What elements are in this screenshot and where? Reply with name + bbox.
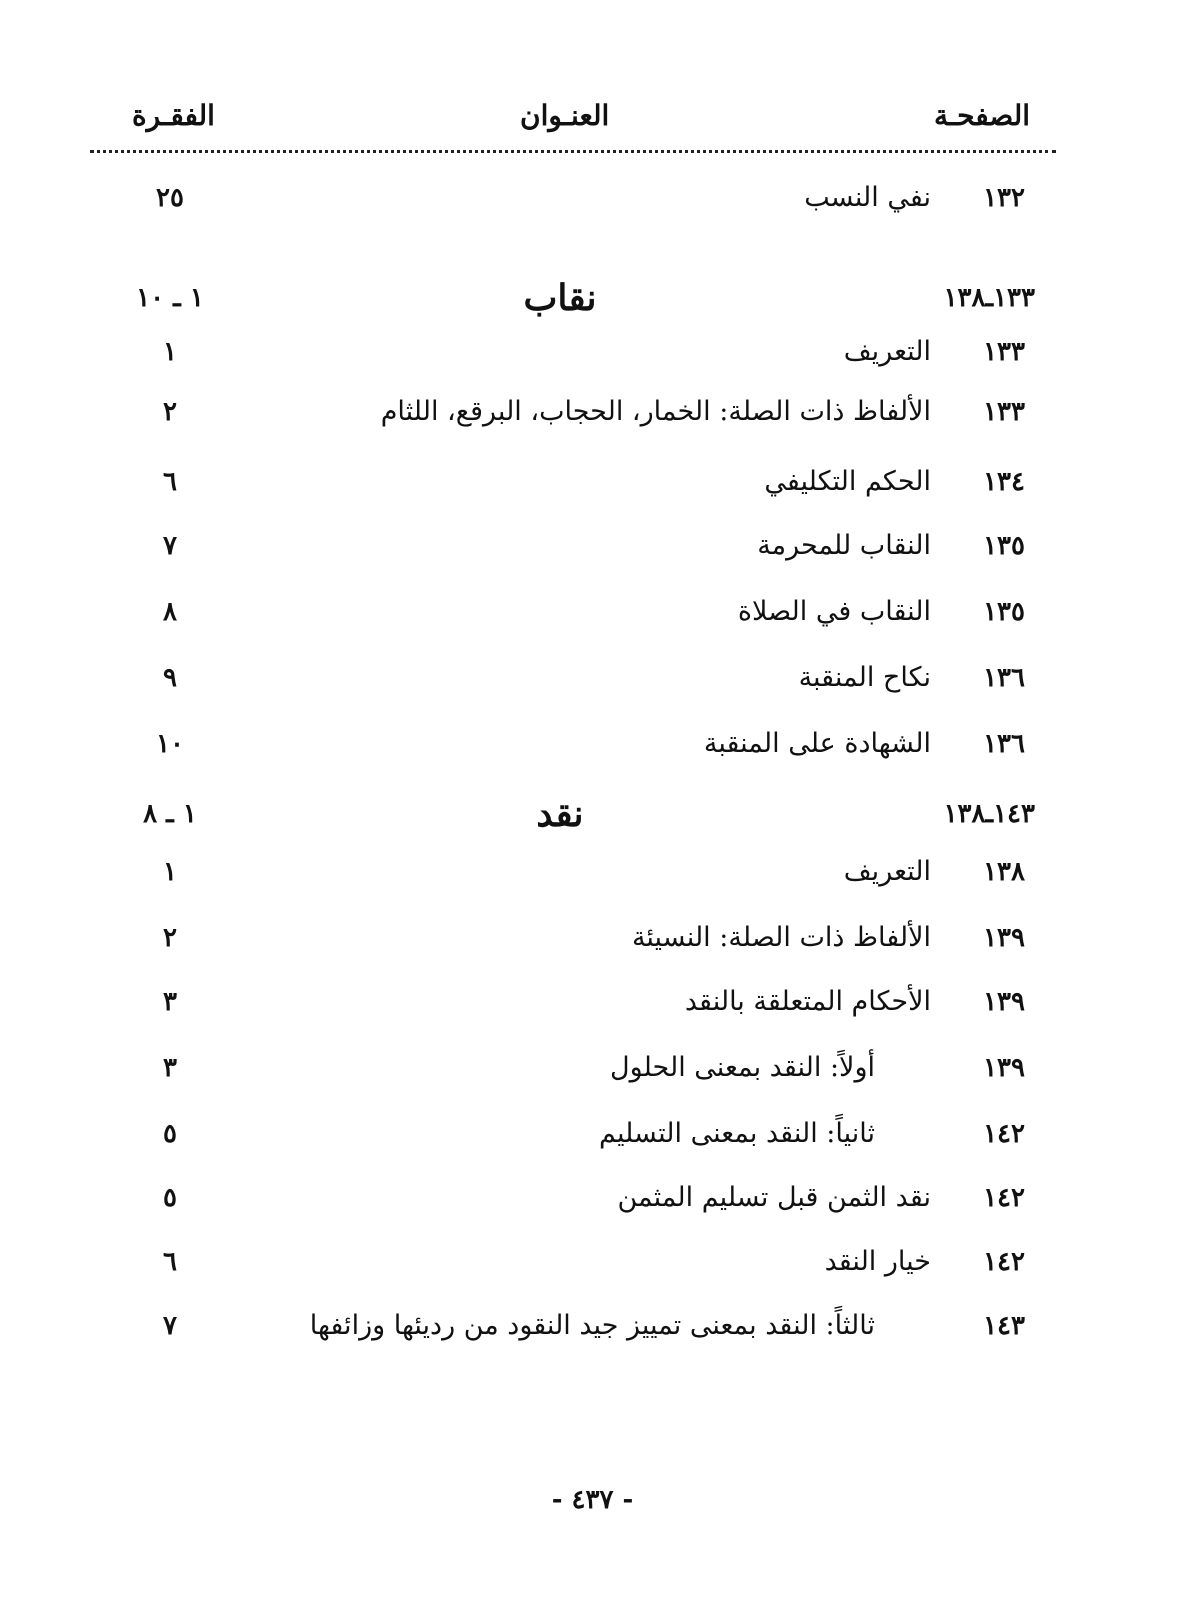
entry-title: خيار النقد [824,1246,931,1277]
table-row [0,1112,1185,1156]
entry-paragraph-number: ١ [163,337,177,367]
entry-title: نفي النسب [804,182,931,213]
entry-page-number: ١٤٣ [983,1311,1025,1341]
entry-title: النقاب في الصلاة [737,596,931,627]
table-row [0,524,1185,568]
table-row [0,330,1185,374]
table-row [0,176,1185,220]
table-row [0,1176,1185,1220]
header-paragraph-label: الفقـرة [132,99,215,132]
table-row [0,722,1185,766]
entry-title: الألفاظ ذات الصلة: الخمار، الحجاب، البرقع، اللثام [380,396,931,427]
table-row [0,1304,1185,1348]
section-title: نقد [536,793,584,835]
entry-paragraph-number: ١ ـ ٨ [143,799,197,829]
entry-page-number: ١٤٢ [983,1119,1025,1149]
entry-page-number: ١٣٥ [983,597,1025,627]
entry-paragraph-number: ٢ [163,397,177,427]
entry-page-number: ١٤٣ـ١٣٨ [943,799,1035,829]
entry-paragraph-number: ٥ [163,1183,177,1213]
table-row [0,460,1185,504]
entry-paragraph-number: ٢ [163,923,177,953]
entry-paragraph-number: ١ [163,857,177,887]
entry-paragraph-number: ٢٥ [156,183,184,213]
entry-paragraph-number: ٨ [163,597,177,627]
entry-page-number: ١٣٣ [983,337,1025,367]
entry-title: ثانياً: النقد بمعنى التسليم [599,1118,875,1149]
section-title: نقاب [523,277,597,319]
table-row [0,916,1185,960]
entry-paragraph-number: ٣ [163,987,177,1017]
entry-title: الشهادة على المنقبة [703,728,931,759]
entry-paragraph-number: ٧ [163,1311,177,1341]
entry-paragraph-number: ٩ [163,663,177,693]
entry-page-number: ١٣٥ [983,531,1025,561]
entry-paragraph-number: ٥ [163,1119,177,1149]
table-row [0,850,1185,894]
entry-title: نقد الثمن قبل تسليم المثمن [617,1182,931,1213]
section-heading-row [0,276,1185,320]
table-row [0,590,1185,634]
entry-page-number: ١٤٢ [983,1247,1025,1277]
table-row [0,980,1185,1024]
entry-title: نكاح المنقبة [798,662,931,693]
entry-paragraph-number: ١٠ [156,729,184,759]
entry-title: الألفاظ ذات الصلة: النسيئة [631,922,931,953]
entry-page-number: ١٣٨ [983,857,1025,887]
table-row [0,656,1185,700]
header-page-label: الصفحـة [933,99,1030,132]
entry-page-number: ١٣٣ـ١٣٨ [943,283,1035,313]
entry-title: ثالثاً: النقد بمعنى تمييز جيد النقود من رديئها وزائفها [309,1310,875,1341]
table-row [0,1240,1185,1284]
table-row [0,1046,1185,1090]
entry-page-number: ١٣٤ [983,467,1025,497]
entry-page-number: ١٣٢ [983,183,1025,213]
entry-title: التعريف [843,336,931,367]
header-title-label: العنـوان [520,99,610,132]
entry-title: الحكم التكليفي [764,466,931,497]
entry-page-number: ١٣٩ [983,1053,1025,1083]
entry-paragraph-number: ١ ـ ١٠ [136,283,204,313]
entry-title: أولاً: النقد بمعنى الحلول [610,1052,875,1083]
entry-paragraph-number: ٧ [163,531,177,561]
entry-title: النقاب للمحرمة [757,530,931,561]
entry-page-number: ١٣٩ [983,923,1025,953]
entry-title: الأحكام المتعلقة بالنقد [684,986,931,1017]
page-number: - ٤٣٧ - [551,1485,634,1515]
entry-paragraph-number: ٦ [163,467,177,497]
table-row [0,390,1185,434]
entry-paragraph-number: ٣ [163,1053,177,1083]
entry-page-number: ١٣٦ [983,729,1025,759]
entry-title: التعريف [843,856,931,887]
entry-page-number: ١٣٩ [983,987,1025,1017]
section-heading-row [0,792,1185,836]
entry-page-number: ١٣٣ [983,397,1025,427]
entry-page-number: ١٣٦ [983,663,1025,693]
entry-page-number: ١٤٢ [983,1183,1025,1213]
entry-paragraph-number: ٦ [163,1247,177,1277]
